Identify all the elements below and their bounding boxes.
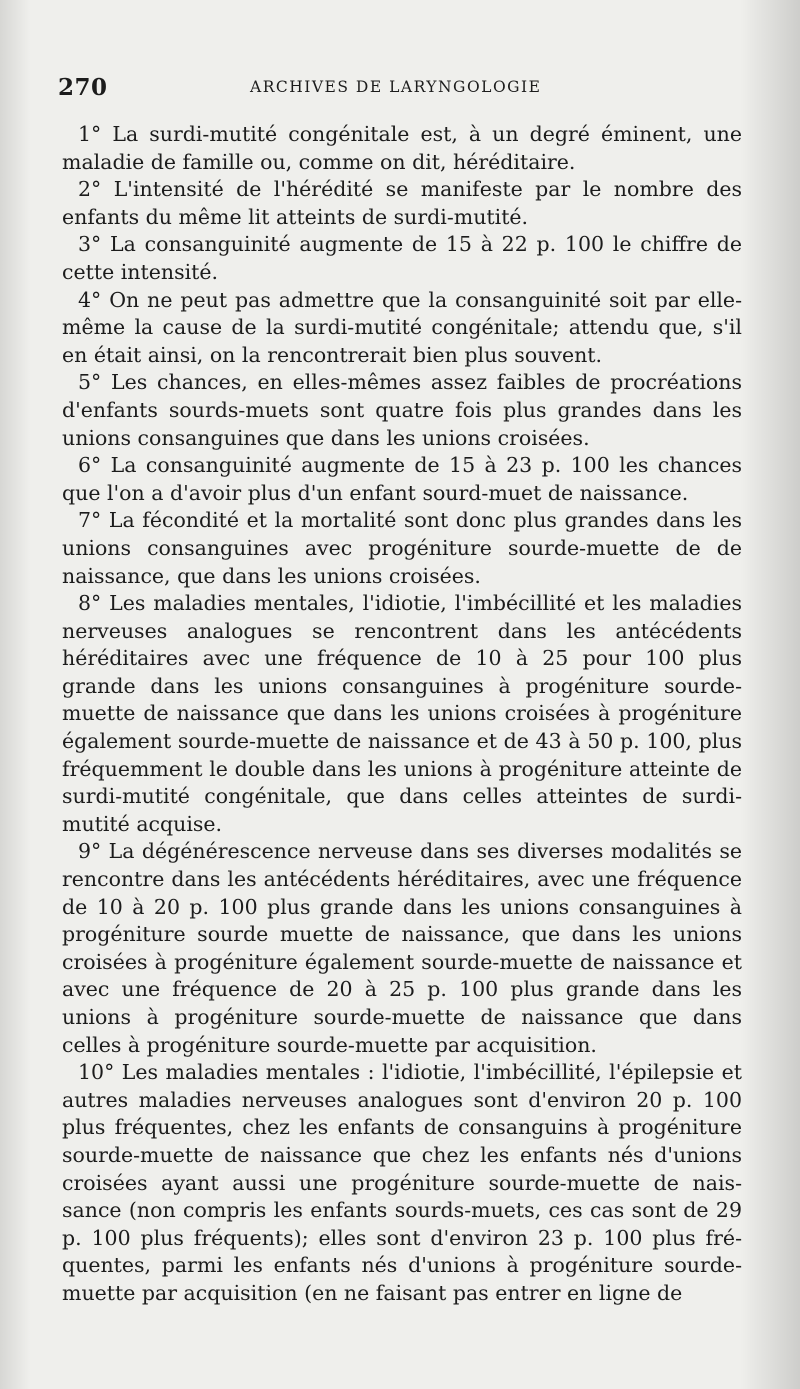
paragraph-6: 6° La consanguinité augmente de 15 à 23 p. 100 les chances que l'on a d'avoir plus d'un enfant sourd-muet de naissance. [62,453,742,505]
body-text [62,121,742,1308]
paragraph-4: 4° On ne peut pas admettre que la consanguinité soit par elle-même la cause de la surdi-mutité congénitale; attendu que, s'il en était ainsi, on la rencontrerait bien plus souvent. [62,287,742,367]
paragraph-1: 1° La surdi-mutité congénitale est, à un degré éminent, une maladie de famille ou, comme on dit, héréditaire. [62,122,742,174]
paragraph-3: 3° La consanguinité augmente de 15 à 22 p. 100 le chiffre de cette intensité. [62,232,742,284]
paragraph-5: 5° Les chances, en elles-mêmes assez faibles de procréations d'enfants sourds-muets sont quatre fois plus grandes dans les unions consanguines que dans les unions croisées. [62,370,742,450]
page-number: 270 [58,74,108,101]
paragraph-7: 7° La fécondité et la mortalité sont donc plus grandes dans les unions consanguines avec progéniture sourde-muette de de naissance, que dans les unions croisées. [62,508,742,588]
running-title: ARCHIVES DE LARYNGOLOGIE [250,78,542,96]
paragraph-10: 10° Les maladies mentales : l'idiotie, l'imbécillité, l'épilepsie et autres maladies nerveuses analogues sont d'environ 20 p. 100 plus fréquentes, chez les enfants de consanguins à progéniture sourde-muette de naissance que chez les enfants nés d'unions croisées ayant aussi une progéniture sourde-muette de naissance (non compris les enfants sourds-muets, ces cas sont de 29 p. 100 plus fréquents); elles sont d'environ 23 p. 100 plus fréquentes, parmi les enfants nés d'unions à progéniture sourde-muette par acquisition (en ne faisant pas entrer en ligne de [62,1060,742,1305]
paragraph-8: 8° Les maladies mentales, l'idiotie, l'imbécillité et les maladies nerveuses analogues se rencontrent dans les antécédents héréditaires avec une fréquence de 10 à 25 pour 100 plus grande dans les unions consanguines à progéniture sourde-muette de naissance que dans les unions croisées à progéniture également sourde-muette de naissance et de 43 à 50 p. 100, plus fréquemment le double dans les unions à progéniture atteinte de surdi-mutité congénitale, que dans celles atteintes de surdimutité acquise. [62,591,742,836]
paragraph-9: 9° La dégénérescence nerveuse dans ses diverses modalités se rencontre dans les antécédents héréditaires, avec une fréquence de 10 à 20 p. 100 plus grande dans les unions consanguines à progéniture sourde muette de naissance, que dans les unions croisées à progéniture également sourde-muette de naissance et avec une fréquence de 20 à 25 p. 100 plus grande dans les unions à progéniture sourde-muette de naissance que dans celles à progéniture sourde-muette par acquisition. [62,839,742,1057]
page-header [0,72,800,102]
paragraph-2: 2° L'intensité de l'hérédité se manifeste par le nombre des enfants du même lit atteints de surdi-mutité. [62,177,742,229]
